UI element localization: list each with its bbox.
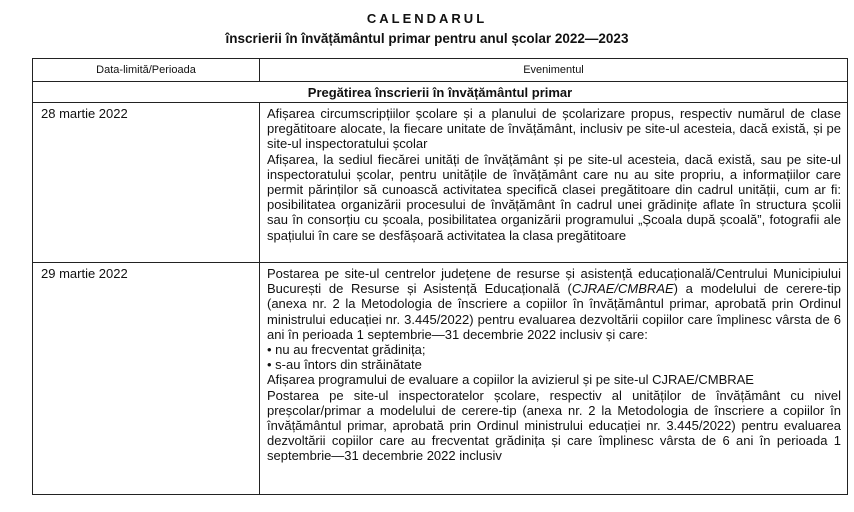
paragraph-text: ) a modelului de cerere-tip (anexa nr. 2 la Metodologia de înscriere a copiilor în învățământul primar, aprobată prin Ordinul ministrului educației nr. 3.445/2022) pentru evaluarea dezvoltării copiilor care împlinesc vârsta de 6 ani în perioada 1 septembrie—31 decembrie 2022 inclusiv și care: [267,281,841,342]
document-subtitle: înscrierii în învățământul primar pentru anul școlar 2022—2023 [225,31,629,46]
bullet-list [267,342,841,372]
row-event [260,263,848,495]
section-title: Pregătirea înscrierii în învățământul primar [33,82,848,103]
row-event [260,103,848,263]
document-title: CALENDARUL [366,11,488,26]
row-date: 28 martie 2022 [33,103,260,263]
event-paragraph [267,266,841,342]
table-header-row [33,59,848,82]
event-paragraph: Afișarea circumscripțiilor școlare și a planului de școlarizare propus, respectiv numărul de clase pregătitoare alocate, la fiecare unitate de învățământ, inclusiv pe site-ul acesteia, dacă există, și pe site-ul inspectoratului școlar [267,106,841,152]
abbreviation: CJRAE/CMBRAE [571,281,674,297]
event-paragraph: Afișarea, la sediul fiecărei unități de învățământ și pe site-ul acesteia, dacă există, sau pe site-ul inspectoratului școlar, pentru unitățile de învățământ care nu au site propriu, a informațiilor care permit părinților să cunoască activitatea specifică clasei pregătitoare din cadrul unității, cum ar fi: posibilitatea organizării procesului de învățământ în cadrul unei grădinițe aflate în structura școlii sau în consorțiu cu școala, posibilitatea organizării programului „Școala după școală”, fotografii ale spațiului în care se desfășoară activitatea la clasa pregătitoare [267,151,841,243]
list-item: • s-au întors din străinătate [267,357,841,372]
header-event: Evenimentul [260,59,848,82]
event-paragraph: Postarea pe site-ul inspectoratelor școlare, respectiv al unităților de învățământ cu nivel preșcolar/primar a modelului de cerere-tip (anexa nr. 2 la Metodologia de înscriere a copiilor în învățământul primar, aprobată prin Ordinul ministrului educației nr. 3.445/2022) pentru evaluarea dezvoltării copiilor care au frecventat grădinița și care împlinesc vârsta de 6 ani în perioada 1 septembrie—31 decembrie 2022 inclusiv [267,387,841,464]
section-row [33,82,848,103]
event-paragraph: Afișarea programului de evaluare a copiilor la avizierul și pe site-ul CJRAE/CMBRAE [267,372,754,388]
table-row [33,103,848,263]
header-date: Data-limită/Perioada [33,59,260,82]
paragraph-text: Postarea pe site-ul centrelor județene de resurse și asistență educațională/Centrului Municipiului București de Resurse și Asistență Educațională ( [267,266,841,297]
row-date: 29 martie 2022 [33,263,260,495]
list-item: • nu au frecventat grădinița; [267,342,841,357]
table-row [33,263,848,495]
calendar-table [32,58,848,495]
